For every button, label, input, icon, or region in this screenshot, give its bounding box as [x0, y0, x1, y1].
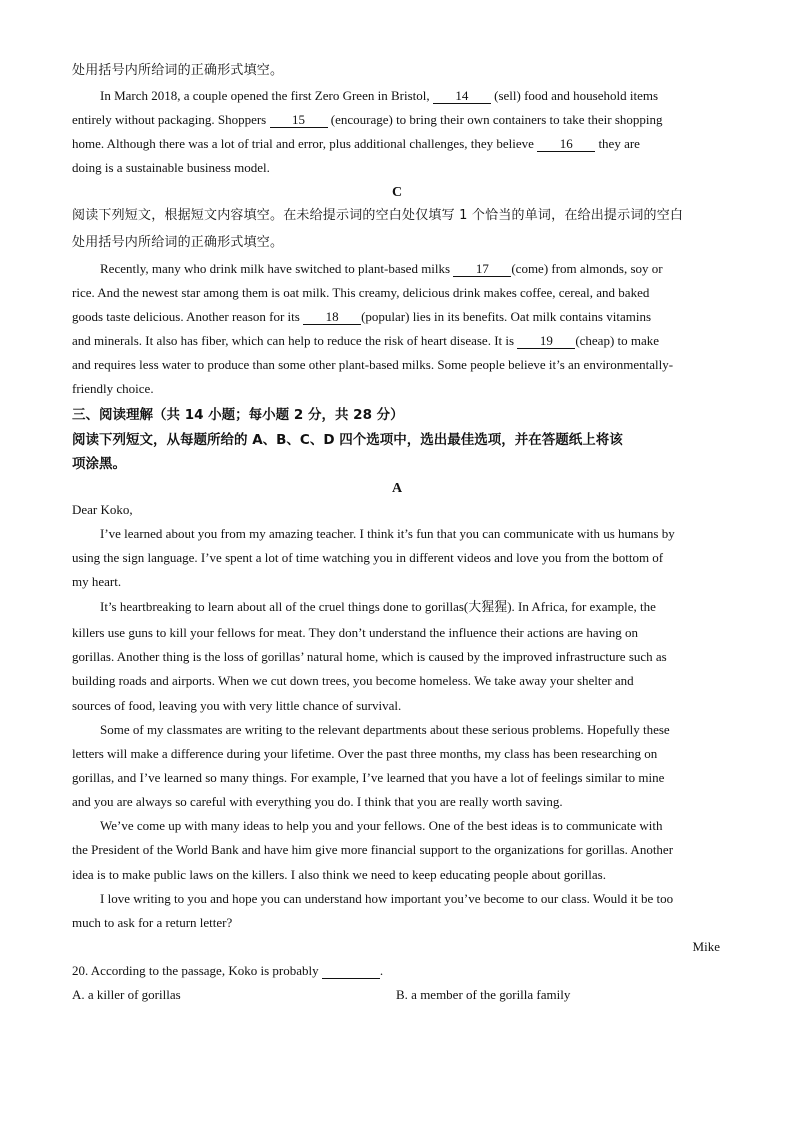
instruction-end: 处用括号内所给词的正确形式填空。 [72, 63, 284, 78]
text-segment: (come) from almonds, soy or [511, 261, 663, 276]
passage-b-line-2 [72, 112, 663, 128]
letter-line: using the sign language. I’ve spent a lot of time watching you in different videos and love you from the bottom of [72, 550, 664, 565]
passage-c-line-2: rice. And the newest star among them is oat milk. This creamy, delicious drink makes coffee, cereal, and baked [72, 285, 650, 300]
letter-line: letters will make a difference during your lifetime. Over the past three months, my class has been researching on [72, 746, 658, 761]
section-c-instruction-1: 阅读下列短文，根据短文内容填空。在未给提示词的空白处仅填写 1 个恰当的单词，在给出提示词的空白 [72, 208, 684, 223]
blank-17: 17 [453, 262, 511, 277]
text-segment: (cheap) to make [575, 333, 660, 348]
letter-line: much to ask for a return letter? [72, 915, 233, 930]
letter-greeting: Dear Koko, [72, 502, 133, 517]
letter-line: idea is to make public laws on the killers. I also think we need to keep educating people about gorillas. [72, 867, 606, 882]
text-segment: they are [595, 136, 640, 151]
passage-c-line-6: friendly choice. [72, 381, 154, 396]
letter-line: gorillas. Another thing is the loss of gorillas’ natural home, which is caused by the improved infrastructure such as [72, 649, 667, 664]
text-segment: (popular) lies in its benefits. Oat milk contains vitamins [361, 309, 652, 324]
passage-c-line-5: and requires less water to produce than some other plant-based milks. Some people believe it’s an environmentally- [72, 357, 674, 372]
text-segment: entirely without packaging. Shoppers [72, 112, 270, 127]
part3-instruction-1: 阅读下列短文，从每题所给的 A、B、C、D 四个选项中，选出最佳选项，并在答题纸上将该 [72, 432, 623, 448]
passage-b-line-1 [100, 88, 658, 104]
passage-c-line-4 [72, 333, 659, 349]
question-stem-end: . [379, 963, 384, 978]
letter-line: killers use guns to kill your fellows for meat. They don’t understand the influence their actions are having on [72, 625, 638, 640]
letter-line: We’ve come up with many ideas to help you and your fellows. One of the best ideas is to communicate with [100, 818, 663, 833]
letter-line: I’ve learned about you from my amazing teacher. I think it’s fun that you can communicate with us humans by [100, 526, 675, 541]
text-segment: home. Although there was a lot of trial and error, plus additional challenges, they believe [72, 136, 538, 151]
text-segment: In March 2018, a couple opened the first Zero Green in Bristol, [100, 88, 433, 103]
blank-14: 14 [433, 89, 491, 104]
text-segment: Recently, many who drink milk have switched to plant-based milks [100, 261, 454, 276]
letter-line: my heart. [72, 574, 122, 589]
passage-c-line-3 [72, 309, 651, 325]
part3-instruction-2: 项涂黑。 [72, 456, 126, 472]
part3-title: 三、阅读理解（共 14 小题；每小题 2 分，共 28 分） [72, 407, 404, 423]
letter-line: gorillas, and I’ve learned so many things. For example, I’ve learned that you have a lot of feelings similar to mine [72, 770, 665, 785]
passage-a-heading: A [391, 481, 403, 496]
blank-18: 18 [303, 310, 361, 325]
blank-15: 15 [270, 113, 328, 128]
letter-line: and you are always so careful with everything you do. I think that you are really worth saving. [72, 794, 563, 809]
question-20-blank [322, 964, 380, 979]
blank-16: 16 [537, 137, 595, 152]
passage-c-line-1 [100, 261, 663, 277]
section-c-instruction-2: 处用括号内所给词的正确形式填空。 [72, 235, 284, 250]
question-20-stem [72, 963, 383, 979]
question-stem-text: 20. According to the passage, Koko is probably [72, 963, 322, 978]
text-segment: (encourage) to bring their own containers to take their shopping [327, 112, 663, 127]
letter-line: building roads and airports. When we cut down trees, you become homeless. We take away your shelter and [72, 673, 634, 688]
option-a[interactable]: A. a killer of gorillas [72, 987, 181, 1002]
blank-19: 19 [517, 334, 575, 349]
option-b[interactable]: B. a member of the gorilla family [396, 987, 571, 1002]
letter-line: Some of my classmates are writing to the relevant departments about these serious problems. Hopefully these [100, 722, 670, 737]
section-c-heading: C [391, 185, 403, 200]
letter-signature: Mike [692, 939, 720, 954]
letter-line: sources of food, leaving you with very little chance of survival. [72, 698, 402, 713]
text-segment: goods taste delicious. Another reason for its [72, 309, 304, 324]
text-segment: (sell) food and household items [490, 88, 659, 103]
passage-b-line-3 [72, 136, 640, 152]
letter-line: It’s heartbreaking to learn about all of the cruel things done to gorillas(大猩猩). In Africa, for example, the [100, 599, 656, 614]
letter-line: I love writing to you and hope you can understand how important you’ve become to our class. Would it be too [100, 891, 674, 906]
letter-line: the President of the World Bank and have him give more financial support to the organizations for gorillas. Another [72, 842, 674, 857]
passage-b-line-4: doing is a sustainable business model. [72, 160, 270, 175]
text-segment: and minerals. It also has fiber, which can help to reduce the risk of heart disease. It is [72, 333, 518, 348]
